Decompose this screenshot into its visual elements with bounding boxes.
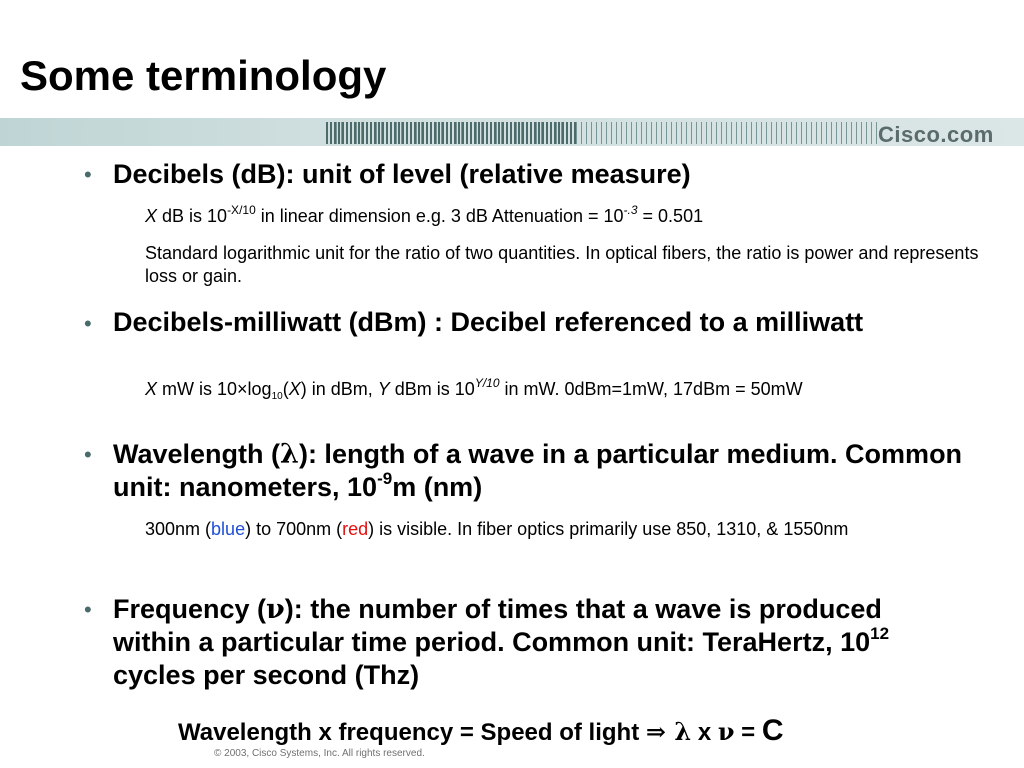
note-dbm-formula — [145, 378, 1005, 401]
formula-speed-of-light — [178, 714, 784, 748]
bullet-heading-decibels: Decibels (dB): unit of level (relative measure) — [113, 159, 691, 189]
lambda-symbol: λ — [665, 717, 692, 746]
implies-arrow-icon: ⇒ — [645, 717, 666, 746]
var-x: X — [288, 379, 301, 399]
exponent — [624, 203, 638, 217]
exponent-value: Y/10 — [474, 376, 500, 390]
text-segment: mW is 10 — [157, 379, 238, 399]
times-symbol: × — [237, 379, 248, 399]
bullet-icon: • — [84, 442, 92, 467]
text-segment: in linear dimension e.g. 3 dB Attenuation = 10 — [255, 206, 624, 226]
text-segment: Frequency ( — [113, 594, 267, 624]
text-segment: log — [247, 379, 272, 399]
var-y: Y — [377, 379, 390, 399]
text-segment: cycles per second (Thz) — [113, 660, 420, 690]
text-segment: 300nm ( — [145, 519, 212, 539]
exponent — [475, 376, 500, 390]
note-visible-range — [145, 518, 975, 541]
text-segment: = — [734, 719, 762, 746]
c-symbol: C — [761, 714, 784, 747]
text-segment: ( — [282, 379, 289, 399]
blue-label: blue — [211, 519, 246, 539]
bullet-heading-wavelength — [113, 438, 973, 504]
text-segment: in mW. 0dBm=1mW, 17dBm = 50mW — [499, 379, 803, 399]
lambda-symbol: λ — [280, 439, 299, 470]
bullet-heading-dbm: Decibels-milliwatt (dBm) : Decibel referenced to a milliwatt — [113, 307, 864, 337]
text-segment: Wavelength x frequency = Speed of light — [178, 719, 646, 746]
note-db-formula — [145, 205, 1005, 228]
text-segment: ): length of a wave in a particular medium. Common unit: nanometers, 10 — [113, 439, 963, 502]
nu-symbol: ν — [717, 717, 735, 746]
exponent: -X/10 — [227, 203, 256, 217]
bullet-icon: • — [84, 597, 92, 622]
text-segment: Wavelength ( — [113, 439, 281, 469]
exponent: -9 — [377, 469, 393, 488]
text-segment: ) to 700nm ( — [245, 519, 343, 539]
exponent-value: -.3 — [623, 203, 638, 217]
cisco-logo: Cisco.com — [878, 122, 994, 147]
bullet-icon: • — [84, 311, 92, 336]
header-band-stripes-dense — [326, 122, 576, 144]
text-segment: = 0.501 — [637, 206, 704, 226]
red-label: red — [342, 519, 369, 539]
note-db-description: Standard logarithmic unit for the ratio of two quantities. In optical fibers, the ratio is power and represents loss or gain. — [145, 243, 979, 286]
text-segment: ): the number of times that a wave is produced within a particular time period. Common unit: TeraHertz, 10 — [113, 594, 882, 657]
text-segment: dB is 10 — [157, 206, 228, 226]
text-segment: dBm is 10 — [389, 379, 475, 399]
text-segment: ) in dBm, — [300, 379, 378, 399]
text-segment: x — [691, 719, 718, 746]
bullet-icon: • — [84, 162, 92, 187]
text-segment: ) is visible. In fiber optics primarily use 850, 1310, & 1550nm — [368, 519, 849, 539]
var-x: X — [145, 379, 158, 399]
nu-symbol: ν — [266, 594, 285, 625]
log-base: 10 — [271, 391, 283, 402]
copyright-footer: © 2003, Cisco Systems, Inc. All rights reserved. — [214, 748, 425, 759]
bullet-heading-frequency — [113, 593, 963, 692]
var-x: X — [145, 206, 158, 226]
text-segment: m (nm) — [392, 472, 483, 502]
slide-title: Some terminology — [20, 52, 387, 99]
exponent: 12 — [870, 624, 890, 643]
